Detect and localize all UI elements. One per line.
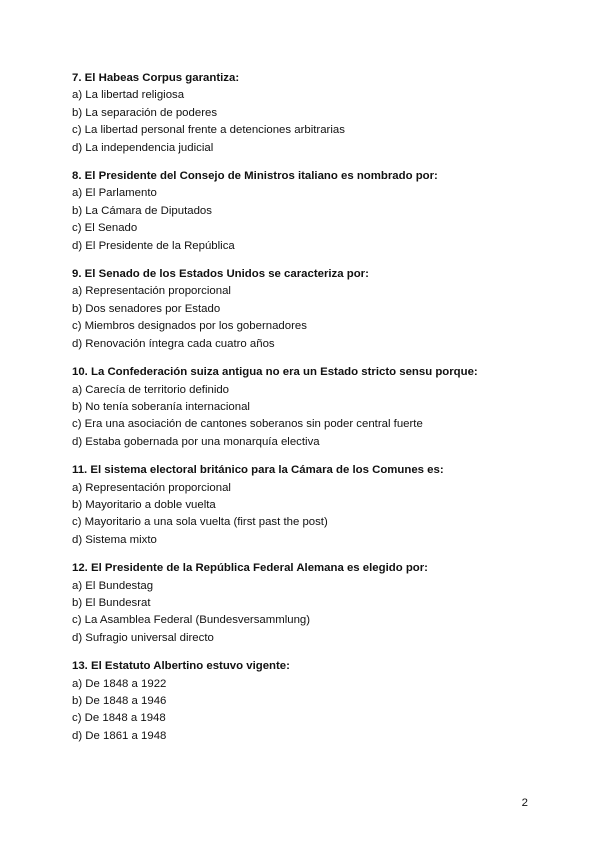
option-a: a) El Bundestag: [72, 579, 154, 592]
option-a: a) Representación proporcional: [72, 285, 231, 298]
option-b: b) De 1848 a 1946: [72, 695, 167, 707]
option-d: d) De 1861 a 1948: [72, 729, 167, 742]
question-title: 13. El Estatuto Albertino estuvo vigente:: [72, 660, 290, 673]
option-c: c) La Asamblea Federal (Bundesversammlung): [72, 614, 311, 627]
option-b: b) Mayoritario a doble vuelta: [72, 498, 216, 511]
option-d: d) Renovación íntegra cada cuatro años: [72, 337, 275, 350]
option-b: b) Dos senadores por Estado: [72, 302, 221, 315]
question-12: [72, 560, 542, 647]
question-title: 11. El sistema electoral británico para la Cámara de los Comunes es:: [72, 464, 444, 477]
option-a: a) De 1848 a 1922: [72, 677, 167, 690]
option-a: a) El Parlamento: [72, 187, 157, 200]
option-b: b) No tenía soberanía internacional: [72, 400, 250, 413]
question-title: 8. El Presidente del Consejo de Ministros italiano es nombrado por:: [72, 170, 438, 183]
question-7: [72, 70, 542, 157]
option-a: a) La libertad religiosa: [72, 89, 185, 102]
option-d: d) Estaba gobernada por una monarquía electiva: [72, 435, 320, 448]
question-title: 12. El Presidente de la República Federal Alemana es elegido por:: [72, 562, 428, 575]
option-c: c) La libertad personal frente a detenciones arbitrarias: [72, 124, 345, 137]
option-a: a) Carecía de territorio definido: [72, 383, 230, 396]
question-13: [72, 658, 542, 745]
option-d: d) Sufragio universal directo: [72, 631, 214, 644]
option-c: c) El Senado: [72, 222, 138, 235]
page-number: 2: [521, 797, 528, 809]
option-c: c) Mayoritario a una sola vuelta (first past the post): [72, 516, 328, 529]
option-b: b) La Cámara de Diputados: [72, 204, 212, 217]
option-d: d) El Presidente de la República: [72, 239, 235, 252]
question-10: [72, 364, 542, 451]
option-d: d) La independencia judicial: [72, 141, 214, 154]
option-b: b) El Bundesrat: [72, 596, 151, 609]
document-page: [72, 70, 542, 756]
question-9: [72, 266, 542, 353]
option-c: c) De 1848 a 1948: [72, 712, 166, 725]
option-b: b) La separación de poderes: [72, 106, 218, 119]
option-d: d) Sistema mixto: [72, 533, 157, 546]
question-title: 10. La Confederación suiza antigua no era un Estado stricto sensu porque:: [72, 366, 478, 379]
option-c: c) Miembros designados por los gobernadores: [72, 320, 307, 333]
question-title: 9. El Senado de los Estados Unidos se caracteriza por:: [72, 268, 369, 281]
question-title: 7. El Habeas Corpus garantiza:: [72, 72, 240, 84]
option-a: a) Representación proporcional: [72, 481, 231, 494]
question-11: [72, 462, 542, 549]
question-8: [72, 168, 542, 255]
option-c: c) Era una asociación de cantones soberanos sin poder central fuerte: [72, 418, 423, 431]
